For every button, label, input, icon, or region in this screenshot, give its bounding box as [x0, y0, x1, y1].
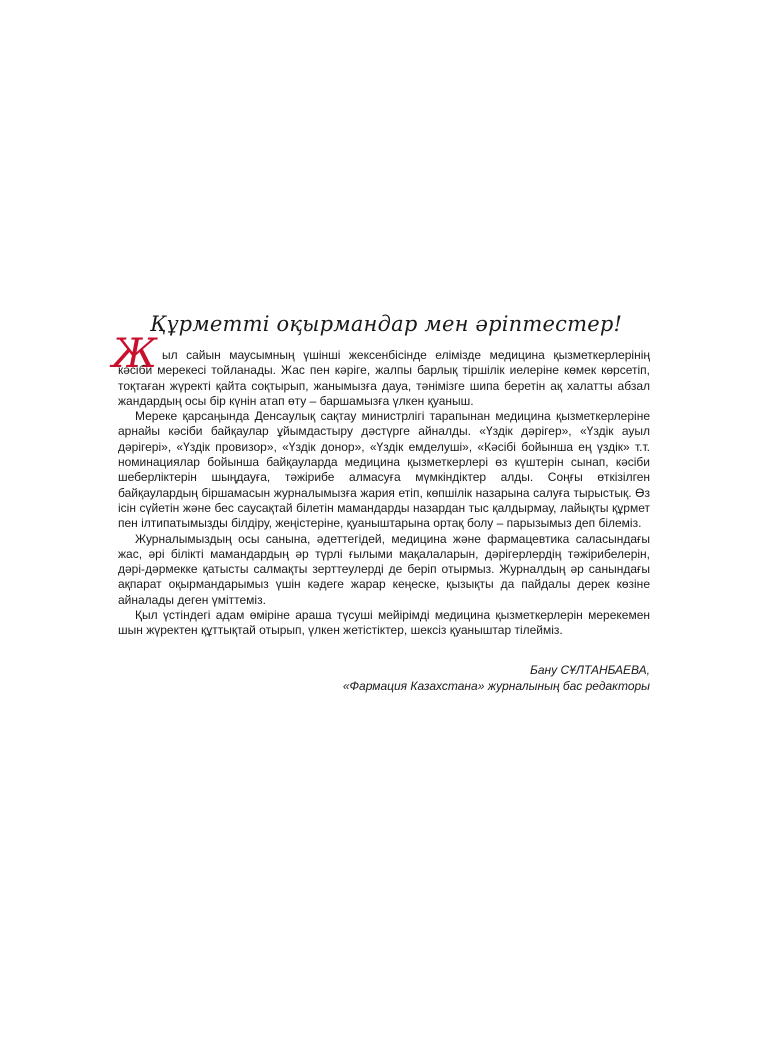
- paragraph-3: Журналымыздың осы санына, әдеттегідей, медицина және фармацевтика саласындағы жас, әрі білікті мамандардың әр түрлі ғылыми мақалаларын, дәрігерлердің тәжірибелерін, дәрі-дәрмекке қатысты салмақты зерттеулерді де беріп отырмыз. Журналдың әр санындағы ақпарат оқырмандарымыз үшін кәдеге жарар кеңеске, қызықты да пайдалы дерек көзіне айналады деген үміттеміз.: [118, 531, 650, 607]
- signature-name: Бану СҰЛТАНБАЕВА,: [530, 663, 650, 677]
- letter-heading: Құрметті оқырмандар мен әріптестер!: [150, 312, 623, 336]
- letter-body: [118, 348, 650, 639]
- signature-block: [343, 663, 650, 694]
- paragraph-2: Мереке қарсаңында Денсаулық сақтау министрлігі тарапынан медицина қызметкерлеріне арнайы кәсіби байқаулар ұйымдастыру дәстүрге айналды. «Үздік дәрігер», «Үздік ауыл дәрігері», «Үздік провизор», «Үздік донор», «Үздік емделуші», «Кәсібі бойынша ең үздік» т.т. номинациялар бойынша байқауларда медицина қызметкерлері өз күштерін сынап, кәсіби шеберліктерін шыңдауға, тәжірибе алмасуға мүмкіндіктер алды. Соңғы өткізілген байқаулардың біршамасын журналымызға жария етіп, көпшілік назарына салуға тырыстық. Өз ісін сүйетін және бес саусақтай білетін мамандарды назардан тыс қалдырмау, лайықты құрмет пен ілтипатымызды білдіру, жеңістеріне, қуаныштарына ортақ болу – парызымыз деп білеміз.: [118, 409, 650, 531]
- paragraph-1: ыл сайын маусымның үшінші жексенбісінде елімізде медицина қызметкерлерінің кәсіби мерекесі тойланады. Жас пен кәріге, жалпы барлық тіршілік иелеріне көмек көрсетіп, тоқтаған жүректі қайта соқтырып, жанымызға дауа, тәнімізге шипа беретін ақ халатты абзал жандардың осы бір күнін атап өту – баршамызға үлкен қуаныш.: [118, 348, 650, 408]
- drop-cap-letter: Ж: [112, 331, 157, 377]
- paragraph-4: Қыл үстіндегі адам өміріне араша түсуші мейірімді медицина қызметкерлерін мерекемен шын жүректен құттықтай отырып, үлкен жетістіктер, шексіз қуаныштар тілейміз.: [118, 608, 650, 638]
- signature-role: «Фармация Казахстана» журналының бас редакторы: [342, 678, 650, 693]
